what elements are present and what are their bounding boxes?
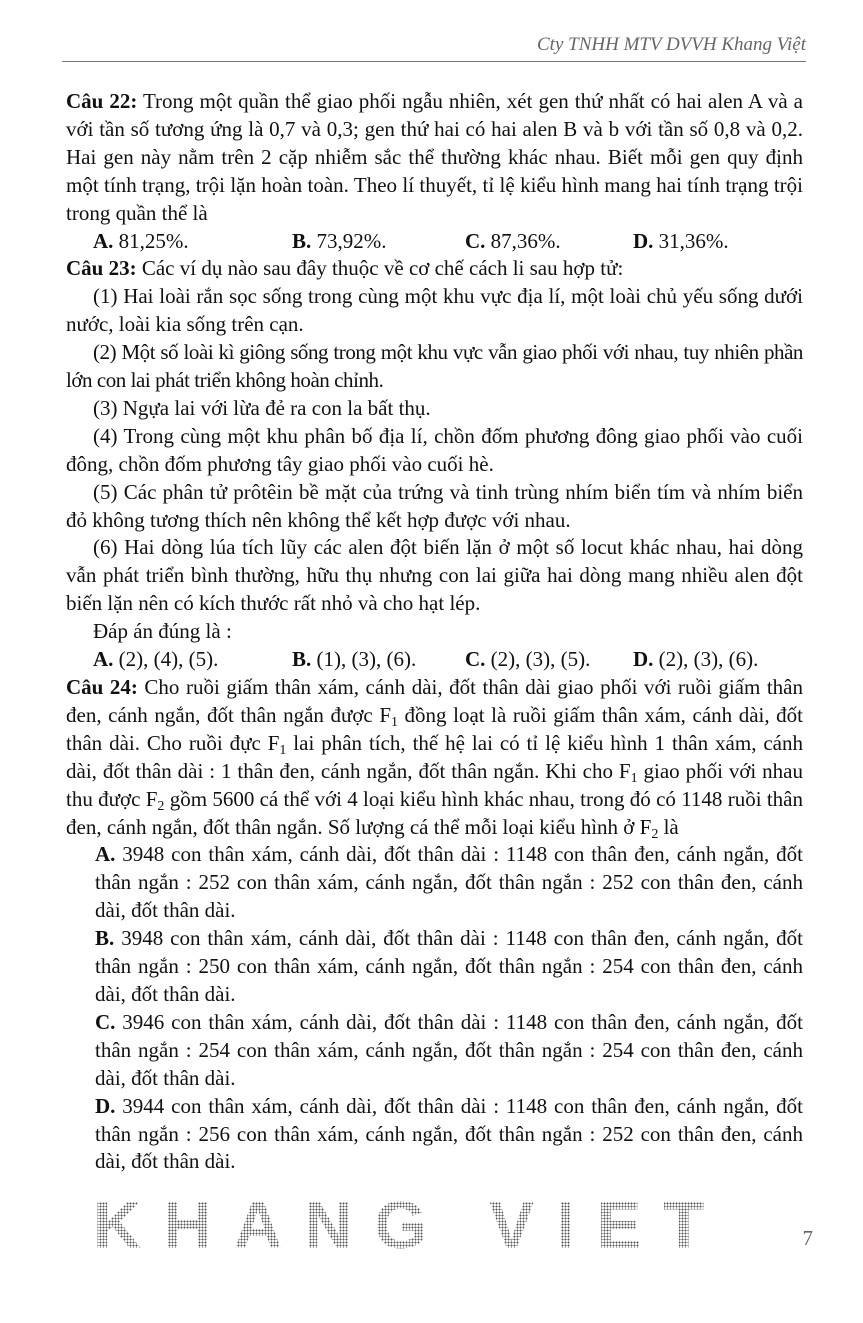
option-text: 3948 con thân xám, cánh dài, đốt thân dài : 1148 con thân đen, cánh ngắn, đốt thân ngắn : 250 con thân xám, cánh ngắn, đốt thân ngắn : 254 con thân đen, cánh dài, đốt thân dài. [95,926,803,1006]
question-23-options [66,646,803,674]
option-text: 3946 con thân xám, cánh dài, đốt thân dài : 1148 con thân đen, cánh ngắn, đốt thân ngắn : 254 con thân xám, cánh ngắn, đốt thân ngắn : 254 con thân đen, cánh dài, đốt thân dài. [95,1009,803,1090]
question-24 [66,674,803,1176]
option-b [95,925,803,1009]
question-label: Câu 22: [66,89,138,113]
subscript: 2 [157,798,165,814]
subscript: 1 [391,714,398,730]
option-letter: B. [292,647,312,672]
example-item: (6) Hai dòng lúa tích lũy các alen đột biến lặn ở một số locut khác nhau, hai dòng vẫn phát triển bình thường, hữu thụ nhưng con lai giữa hai dòng mang nhiều alen đột biến lặn nên có kích thước rất nhỏ và cho hạt lép. [66,535,803,616]
question-text: lai phân tích, thế hệ lai có tỉ lệ kiểu hình 1 thân xám, cánh dài, đốt thân dài : 1 thân đen, cánh ngắn, đốt thân ngắn. Khi cho F [66,730,803,783]
page-content [66,0,803,1176]
question-text: Trong một quần thể giao phối ngẫu nhiên, xét gen thứ nhất có hai alen A và a với tần số tương ứng là 0,7 và 0,3; gen thứ hai có hai alen B và b với tần số 0,8 và 0,2. Hai gen này nằm trên 2 cặp nhiễm sắc thể thường khác nhau. Biết mỗi gen quy định một tính trạng, trội lặn hoàn toàn. Theo lí thuyết, tỉ lệ kiểu hình mang hai tính trạng trội trong quần thể là [66,89,803,225]
question-22-options [66,228,803,256]
option-letter: A. [93,647,114,672]
page-number: 7 [802,1225,813,1250]
option-letter: C. [465,647,486,672]
option-c [95,1009,803,1093]
question-text: Các ví dụ nào sau đây thuộc về cơ chế cách li sau hợp tử: [136,256,624,281]
option-text: 81,25%. [113,228,189,253]
option-text: 3944 con thân xám, cánh dài, đốt thân dài : 1148 con thân đen, cánh ngắn, đốt thân ngắn : 256 con thân xám, cánh ngắn, đốt thân ngắn : 252 con thân đen, cánh dài, đốt thân dài. [95,1093,803,1174]
option-b [292,646,416,674]
option-a [93,228,189,256]
option-letter: D. [633,647,654,672]
header-rule [62,61,806,62]
option-letter: A. [93,228,114,253]
subscript: 2 [651,826,659,842]
option-letter: C. [95,1009,116,1034]
option-letter: D. [633,228,654,253]
example-item: (3) Ngựa lai với lừa đẻ ra con la bất thụ. [93,395,431,420]
page-footer [93,1190,813,1282]
option-text: (2), (4), (5). [113,647,219,672]
option-a [93,646,218,674]
question-text: giao phối với nhau thu được F [66,758,803,811]
question-23 [66,255,803,674]
option-letter: B. [292,228,312,253]
publisher-header: Cty TNHH MTV DVVH Khang Việt [537,34,806,55]
example-item: (1) Hai loài rắn sọc sống trong cùng một khu vực địa lí, một loài chủ yếu sống dưới nước, loài kia sống trên cạn. [66,284,803,337]
question-text: Cho ruồi giấm thân xám, cánh dài, đốt thân dài giao phối với ruồi giấm thân đen, cánh ngắn, đốt thân ngắn được F [66,675,804,727]
question-text: gồm 5600 cá thể với 4 loại kiểu hình khác nhau, trong đó có 1148 ruồi thân đen, cánh ngắn, đốt thân ngắn. Số lượng cá thể mỗi loại kiểu hình ở F [66,786,803,839]
question-label: Câu 24: [66,675,138,699]
question-text: đồng loạt là ruồi giấm thân xám, cánh dài, đốt thân dài. Cho ruồi đực F [66,702,803,755]
answer-prompt: Đáp án đúng là : [93,619,232,644]
subscript: 1 [279,742,287,758]
option-text: 73,92%. [311,228,387,253]
question-24-stem [66,674,803,841]
option-d [633,646,758,674]
option-letter: A. [95,842,116,867]
option-text: 31,36%. [653,228,729,253]
example-item: (2) Một số loài kì giông sống trong một khu vực vẫn giao phối với nhau, tuy nhiên phần lớn con lai phát triển không hoàn chỉnh. [66,340,803,393]
option-b [292,228,387,256]
option-letter: D. [95,1093,116,1118]
option-letter: C. [465,228,486,253]
example-item: (5) Các phân tử prôtêin bề mặt của trứng và tinh trùng nhím biển tím và nhím biển đỏ không tương thích nên không thể kết hợp được với nhau. [66,479,803,532]
khang-viet-watermark: KHANG VIET [93,1188,727,1264]
question-text: là [658,814,679,839]
option-letter: B. [95,926,115,951]
option-text: 3948 con thân xám, cánh dài, đốt thân dài : 1148 con thân đen, cánh ngắn, đốt thân ngắn : 252 con thân xám, cánh ngắn, đốt thân ngắn : 252 con thân đen, cánh dài, đốt thân dài. [95,842,803,923]
example-item: (4) Trong cùng một khu phân bố địa lí, chồn đốm phương đông giao phối vào cuối đông, chồn đốm phương tây giao phối vào cuối hè. [66,423,803,476]
question-label: Câu 23: [66,256,137,281]
option-c [465,646,590,674]
option-a [95,841,803,925]
option-c [465,228,561,256]
option-text: 87,36%. [485,228,561,253]
subscript: 1 [630,770,638,786]
question-22 [66,88,803,255]
question-23-stem [66,255,803,283]
option-d [633,228,729,256]
option-d [95,1093,803,1177]
option-text: (1), (3), (6). [311,647,417,672]
option-text: (2), (3), (5). [485,647,591,672]
option-text: (2), (3), (6). [653,647,759,672]
question-22-stem [66,88,803,228]
